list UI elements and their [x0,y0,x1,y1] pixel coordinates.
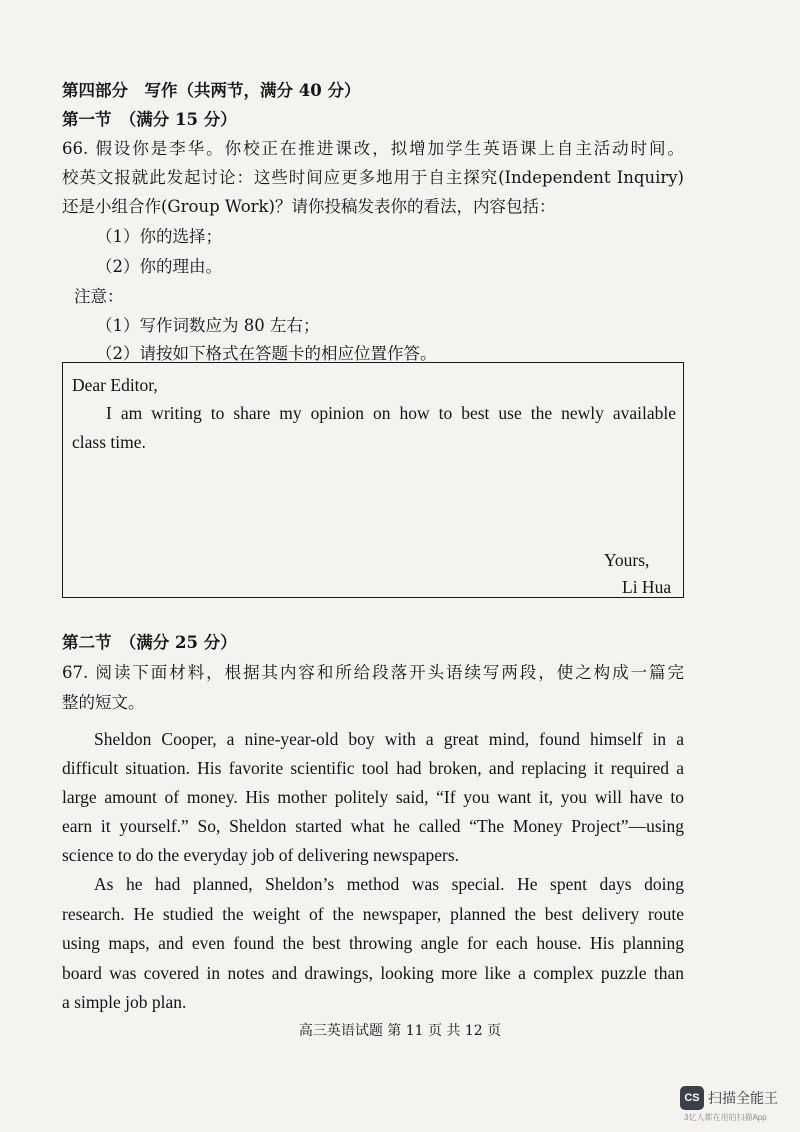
story-p2-line-1: As he had planned, Sheldon’s method was special. He spent days doing [94,874,684,894]
note-1: （1）写作词数应为 80 左右； [96,316,320,335]
story-p2-line-5: a simple job plan. [62,992,187,1012]
content-point-2: （2）你的理由。 [96,257,222,276]
q67-line-1: 67. 阅读下面材料，根据其内容和所给段落开头语续写两段，使之构成一篇完 [62,663,684,682]
story-p1-line-5: science to do the everyday job of delivering newspapers. [62,845,460,865]
letter-greeting: Dear Editor, [72,375,158,395]
letter-closing: Yours, [604,550,650,570]
story-p1-line-1: Sheldon Cooper, a nine-year-old boy with a great mind, found himself in a [94,729,684,749]
camscanner-name: 扫描全能王 [708,1090,778,1106]
content-point-1: （1）你的选择； [96,227,222,246]
note-2: （2）请按如下格式在答题卡的相应位置作答。 [96,344,437,363]
camscanner-tagline: 3亿人都在用的扫描App [684,1113,767,1122]
story-p1-line-2: difficult situation. His favorite scientific tool had broken, and replacing it required a [62,758,684,778]
part-title: 第四部分 写作（共两节，满分 40 分） [62,81,361,100]
q66-line-2: 校英文报就此发起讨论：这些时间应更多地用于自主探究(Independent Inquiry) [62,168,684,187]
story-p1-line-4: earn it yourself.” So, Sheldon started what he called “The Money Project”—using [62,816,684,836]
story-p1-line-3: large amount of money. His mother politely said, “If you want it, you will have to [62,787,684,807]
letter-signature: Li Hua [622,577,672,597]
letter-format-box [62,362,684,598]
page-footer: 高三英语试题 第 11 页 共 12 页 [298,1023,502,1039]
section1-title: 第一节 （满分 15 分） [62,110,237,129]
note-label: 注意： [74,287,124,306]
story-p2-line-4: board was covered in notes and drawings, looking more like a complex puzzle than [62,963,684,983]
camscanner-logo-icon: CS [680,1086,704,1110]
story-p2-line-2: research. He studied the weight of the newspaper, planned the best delivery route [62,904,684,924]
q66-line-1: 66. 假设你是李华。你校正在推进课改，拟增加学生英语课上自主活动时间。 [62,139,684,158]
q66-line-3: 还是小组合作(Group Work)？请你投稿发表你的看法，内容包括： [62,197,556,216]
letter-opening-line-2: class time. [72,432,146,452]
q67-line-2: 整的短文。 [62,693,145,712]
letter-opening-line-1: I am writing to share my opinion on how to best use the newly available [106,403,676,423]
story-p2-line-3: using maps, and even found the best throwing angle for each house. His planning [62,933,684,953]
section2-title: 第二节 （满分 25 分） [62,633,237,652]
